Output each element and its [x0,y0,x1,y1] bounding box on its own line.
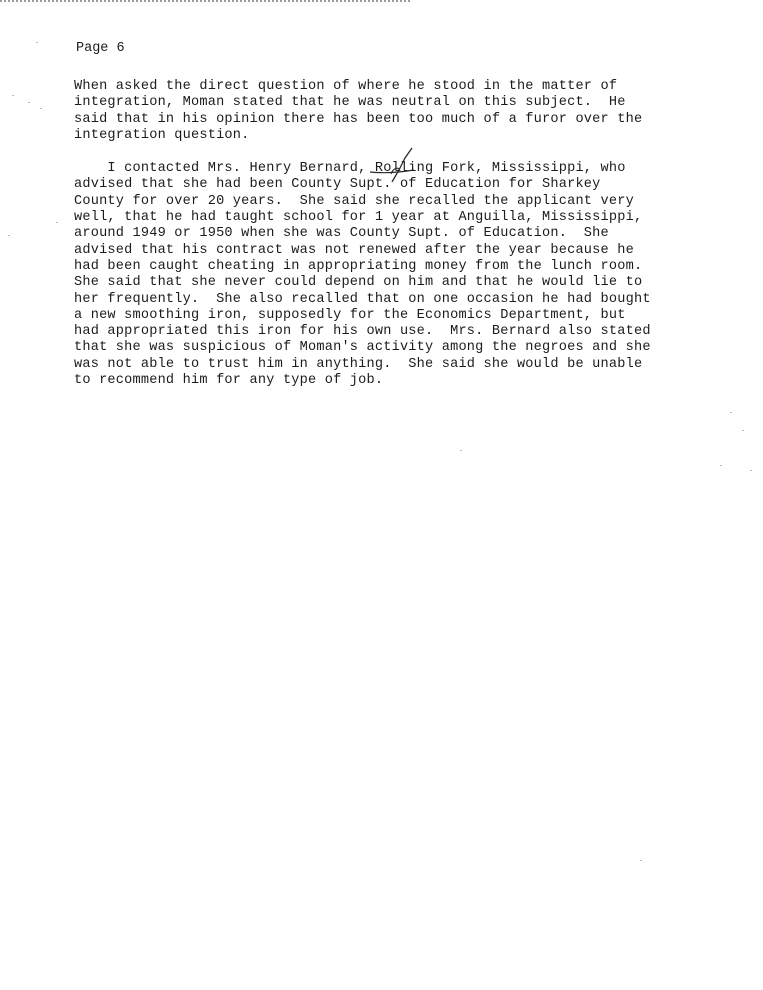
document-body [74,79,699,389]
text-line: County for over 20 years. She said she recalled the applicant very [74,193,634,209]
text-line: advised that she had been County Supt. of Education for Sharkey [74,177,601,193]
text-line: well, that he had taught school for 1 year at Anguilla, Mississippi, [74,210,643,226]
text-line: around 1949 or 1950 when she was County Supt. of Education. She [74,226,609,242]
text-line: said that in his opinion there has been too much of a furor over the [74,111,643,127]
paragraph-bernard-interview [74,161,699,389]
pen-checkmark-annotation [368,146,418,182]
text-line: integration question. [74,127,250,143]
page-top-border [0,0,410,2]
text-line: had appropriated this iron for his own use. Mrs. Bernard also stated [74,324,651,340]
paragraph-integration [74,79,699,144]
scan-noise [750,470,752,471]
text-line: to recommend him for any type of job. [74,373,384,389]
page-number: Page 6 [76,41,125,56]
text-line: was not able to trust him in anything. She said she would be unable [74,356,643,372]
scan-noise [56,222,58,223]
text-line: advised that his contract was not renewed after the year because he [74,242,634,258]
scan-noise [8,235,10,236]
text-line: had been caught cheating in appropriating money from the lunch room. [74,258,643,274]
scan-noise [460,450,462,451]
text-line: integration, Moman stated that he was neutral on this subject. He [74,95,626,111]
text-line: When asked the direct question of where he stood in the matter of [74,79,618,94]
scan-noise [742,430,744,431]
text-line: I contacted Mrs. Henry Bernard, Rolling Fork, Mississippi, who [74,161,626,177]
scan-noise [730,412,732,413]
text-line: a new smoothing iron, supposedly for the Economics Department, but [74,307,626,323]
scan-noise [12,95,14,96]
scan-noise [720,465,722,466]
scan-noise [640,860,642,861]
text-line: her frequently. She also recalled that on one occasion he had bought [74,291,651,307]
scan-noise [40,108,42,109]
text-line: that she was suspicious of Moman's activity among the negroes and she [74,340,651,356]
text-line: She said that she never could depend on him and that he would lie to [74,275,643,291]
scan-noise [28,102,30,103]
scan-noise [36,42,38,43]
